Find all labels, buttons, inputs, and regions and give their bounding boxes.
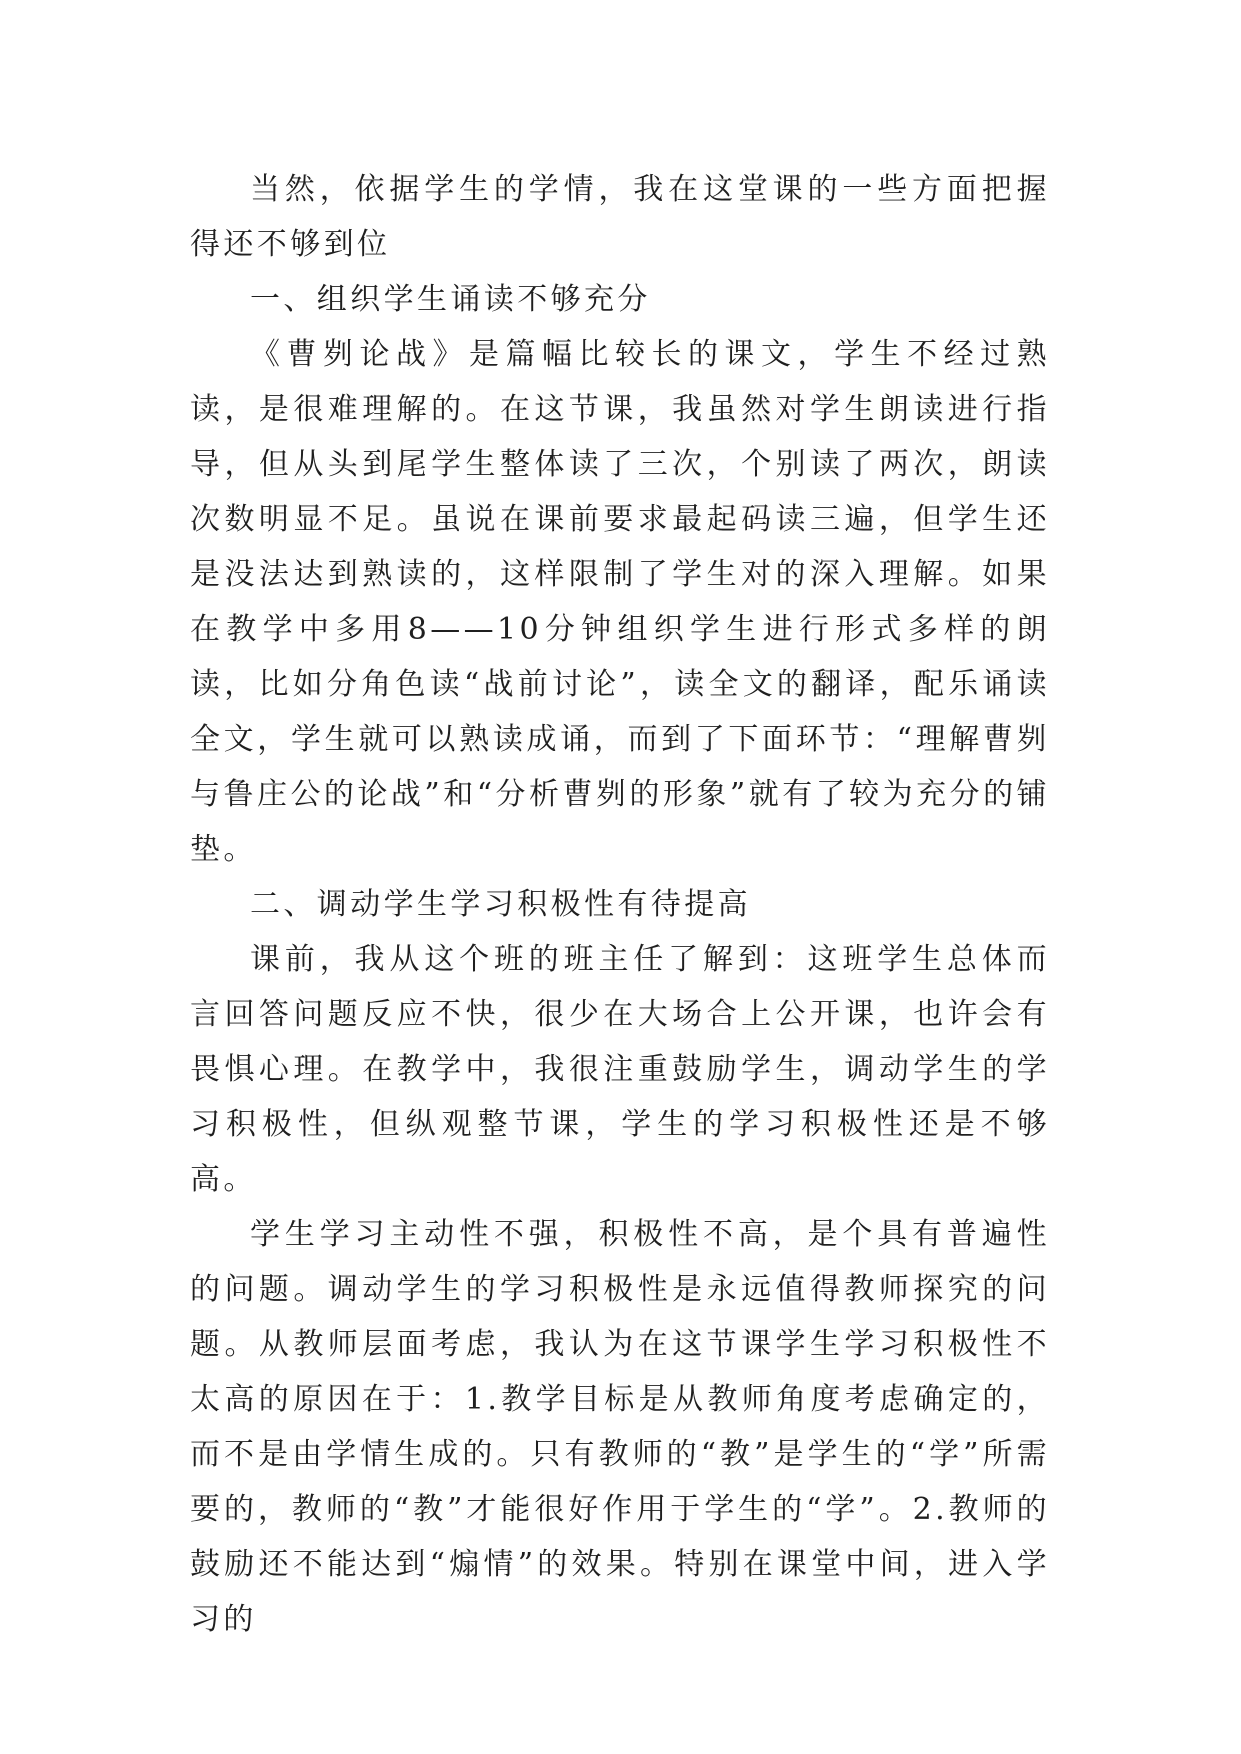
document-body	[190, 162, 1050, 1647]
paragraph-motivation-analysis: 学生学习主动性不强，积极性不高，是个具有普遍性的问题。调动学生的学习积极性是永远值得教师探究的问题。从教师层面考虑，我认为在这节课学生学习积极性不太高的原因在于：1.教学目标是从教师角度考虑确定的，而不是由学情生成的。只有教师的“教”是学生的“学”所需要的，教师的“教”才能很好作用于学生的“学”。2.教师的鼓励还不能达到“煽情”的效果。特别在课堂中间，进入学习的	[190, 1217, 1050, 1637]
section-heading-1: 一、组织学生诵读不够充分	[250, 282, 651, 317]
paragraph-class-background: 课前，我从这个班的班主任了解到：这班学生总体而言回答问题反应不快，很少在大场合上公开课，也许会有畏惧心理。在教学中，我很注重鼓励学生，调动学生的学习积极性，但纵观整节课，学生的学习积极性还是不够高。	[190, 942, 1050, 1197]
paragraph-intro: 当然，依据学生的学情，我在这堂课的一些方面把握得还不够到位	[190, 172, 1050, 262]
section-heading-2: 二、调动学生学习积极性有待提高	[250, 887, 751, 922]
paragraph-reading: 《曹刿论战》是篇幅比较长的课文，学生不经过熟读，是很难理解的。在这节课，我虽然对学生朗读进行指导，但从头到尾学生整体读了三次，个别读了两次，朗读次数明显不足。虽说在课前要求最起码读三遍，但学生还是没法达到熟读的，这样限制了学生对的深入理解。如果在教学中多用8——10分钟组织学生进行形式多样的朗读，比如分角色读“战前讨论”，读全文的翻译，配乐诵读全文，学生就可以熟读成诵，而到了下面环节：“理解曹刿与鲁庄公的论战”和“分析曹刿的形象”就有了较为充分的铺垫。	[190, 337, 1050, 867]
